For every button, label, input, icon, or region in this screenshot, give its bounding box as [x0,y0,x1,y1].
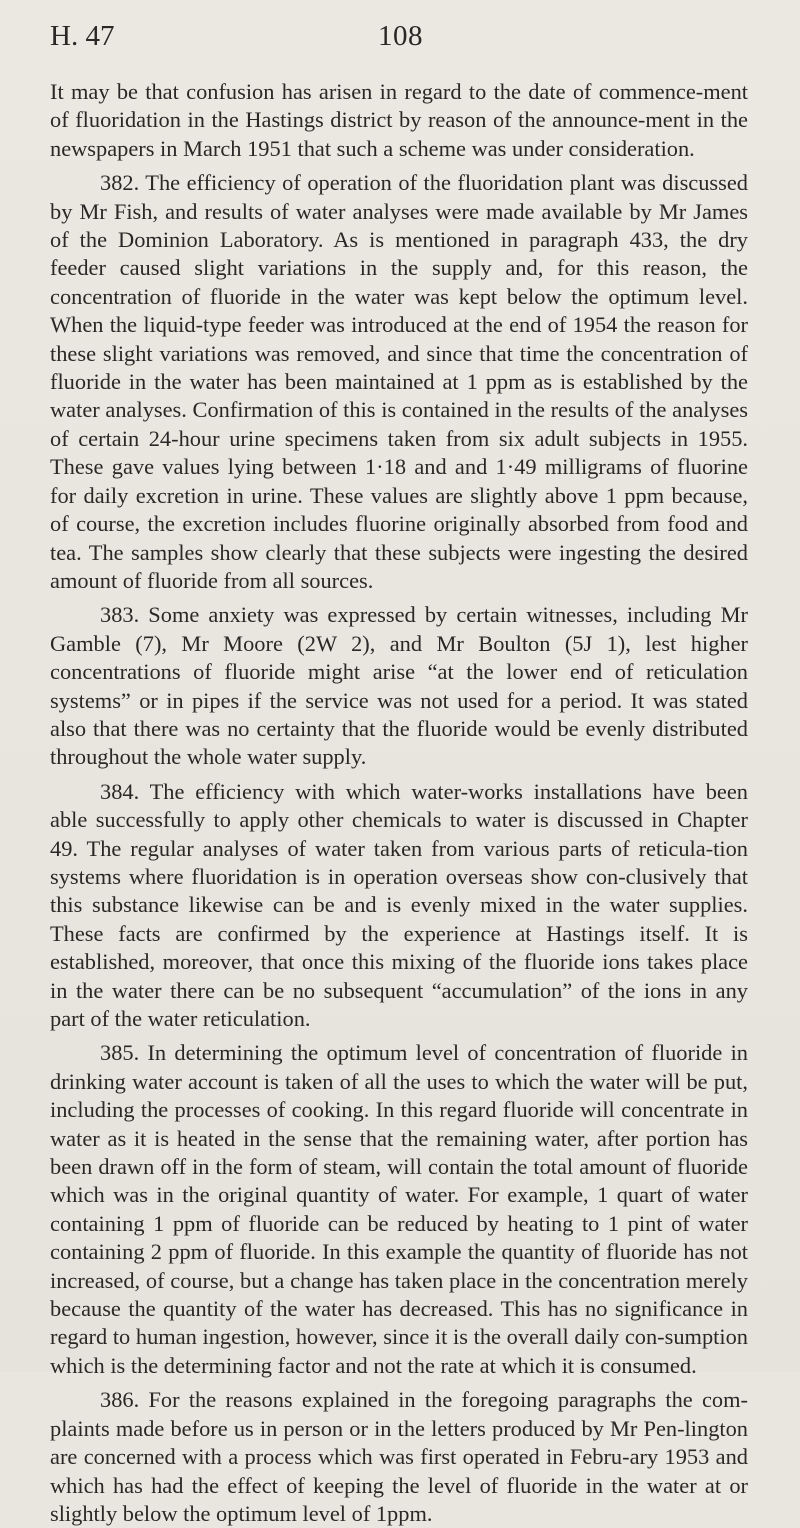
paragraph-386: 386. For the reasons explained in the foregoing paragraphs the com-plaints made before us in person or in the letters produced by Mr Pen-lington are concerned with a process which was first operated in Febru-ary 1953 and which has had the effect of keeping the level of fluoride in the water at or slightly below the optimum level of 1ppm. [50,1387,748,1526]
paragraph-385: 385. In determining the optimum level of concentration of fluoride in drinking water account is taken of all the uses to which the water will be put, including the processes of cooking. In this regard fluoride will concentrate in water as it is heated in the sense that the remaining water, after portion has been drawn off in the form of steam, will contain the total amount of fluoride which was in the original quantity of water. For example, 1 quart of water containing 1 ppm of fluoride can be reduced by heating to 1 pint of water containing 2 ppm of fluoride. In this example the quantity of fluoride has not increased, of course, but a change has taken place in the concentration merely because the quantity of the water has decreased. This has no significance in regard to human ingestion, however, since it is the overall daily con-sumption which is the determining factor and not the rate at which it is consumed. [50,1040,748,1378]
page-number: 108 [378,20,423,52]
page-header [50,22,748,68]
paragraph-383: 383. Some anxiety was expressed by certain witnesses, including Mr Gamble (7), Mr Moore (2W 2), and Mr Boulton (5J 1), lest higher concentrations of fluoride might arise “at the lower end of reticulation systems” or in pipes if the service was not used for a period. It was stated also that there was no certainty that the fluoride would be evenly distributed throughout the whole water supply. [50,602,748,770]
report-reference: H. 47 [50,20,115,52]
paragraph-384: 384. The efficiency with which water-works installations have been able successfully to apply other chemicals to water is discussed in Chapter 49. The regular analyses of water taken from various parts of reticula-tion systems where fluoridation is in operation overseas show con-clusively that this substance likewise can be and is evenly mixed in the water supplies. These facts are confirmed by the experience at Hastings itself. It is established, moreover, that once this mixing of the fluoride ions takes place in the water there can be no subsequent “accumulation” of the ions in any part of the water reticulation. [50,778,748,1031]
paragraph-continuation: It may be that confusion has arisen in regard to the date of commence-ment of fluoridation in the Hastings district by reason of the announce-ment in the newspapers in March 1951 that such a scheme was under consideration. [50,79,748,161]
paragraph-382: 382. The efficiency of operation of the fluoridation plant was discussed by Mr Fish, and results of water analyses were made available by Mr James of the Dominion Laboratory. As is mentioned in paragraph 433, the dry feeder caused slight variations in the supply and, for this reason, the concentration of fluoride in the water was kept below the optimum level. When the liquid-type feeder was introduced at the end of 1954 the reason for these slight variations was removed, and since that time the concentration of fluoride in the water has been maintained at 1 ppm as is established by the water analyses. Confirmation of this is contained in the results of the analyses of certain 24-hour urine specimens taken from six adult subjects in 1955. These gave values lying between 1·18 and and 1·49 milligrams of fluorine for daily excretion in urine. These values are slightly above 1 ppm because, of course, the excretion includes fluorine originally absorbed from food and tea. The samples show clearly that these subjects were ingesting the desired amount of fluoride from all sources. [50,170,748,593]
body-text [50,78,748,1528]
